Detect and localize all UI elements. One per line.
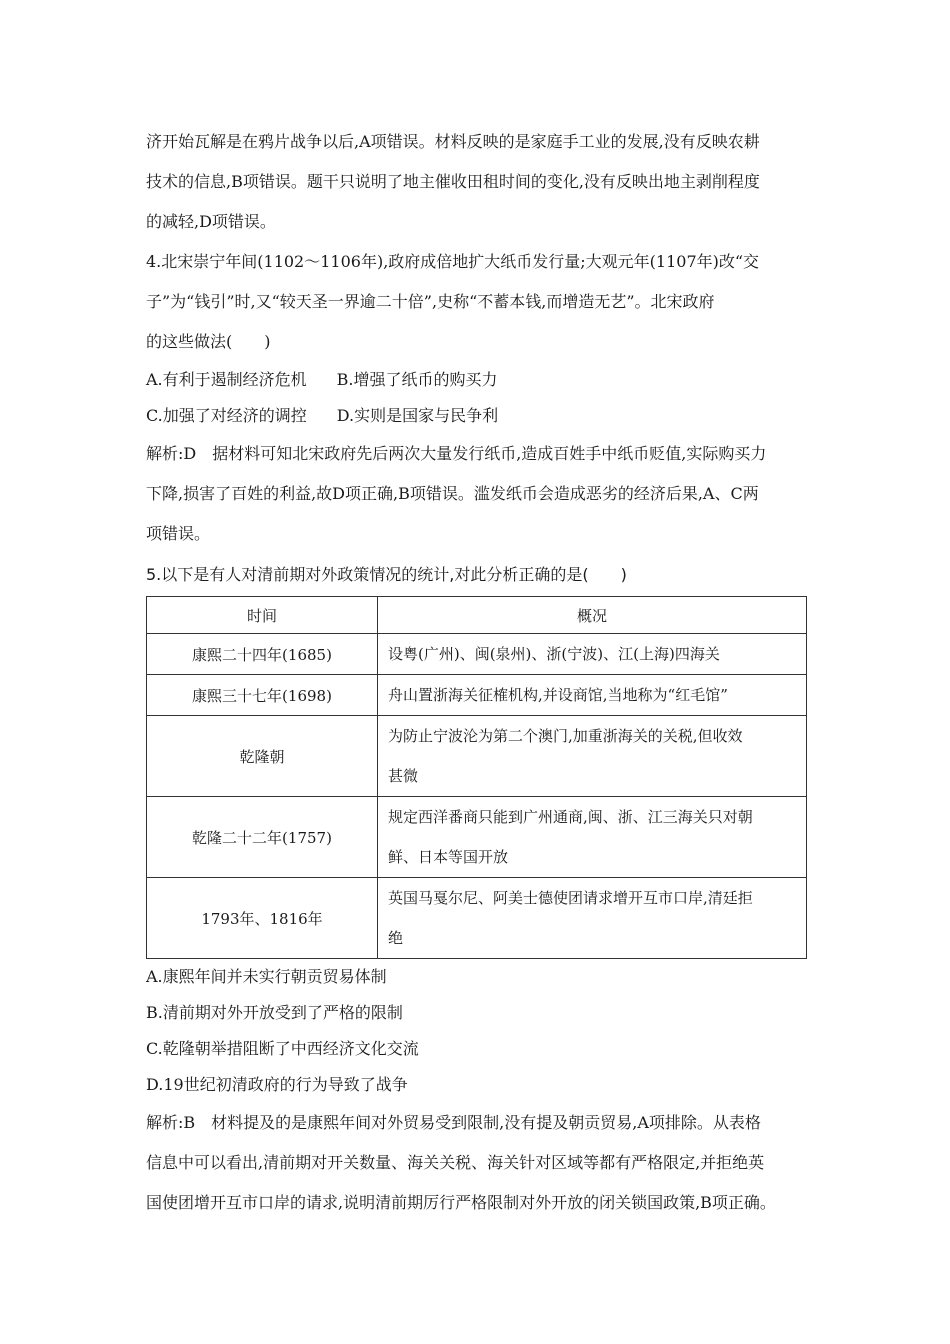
q4-option-c: C.加强了对经济的调控 xyxy=(146,406,307,425)
desc-line: 甚微 xyxy=(388,767,419,785)
q4-stem-line: 4.北宋崇宁年间(1102～1106年),政府成倍地扩大纸币发行量;大观元年(1107年)改“交 xyxy=(146,252,760,271)
table-row xyxy=(147,675,807,716)
text-line: 济开始瓦解是在鸦片战争以后,A项错误。材料反映的是家庭手工业的发展,没有反映农耕 xyxy=(146,132,760,151)
q4-analysis-line: 解析:D 据材料可知北宋政府先后两次大量发行纸币,造成百姓手中纸币贬值,实际购买力 xyxy=(146,444,767,463)
desc-line: 绝 xyxy=(388,929,404,947)
q5-stem: 5.以下是有人对清前期对外政策情况的统计,对此分析正确的是( ) xyxy=(146,565,627,584)
q5-option-c: C.乾隆朝举措阻断了中西经济文化交流 xyxy=(146,1039,419,1058)
table-header-time: 时间 xyxy=(147,597,378,634)
desc-line: 英国马戛尔尼、阿美士德使团请求增开互市口岸,清廷拒 xyxy=(388,889,753,907)
table-cell-time: 1793年、1816年 xyxy=(147,878,378,959)
table-row xyxy=(147,716,807,797)
desc-line: 舟山置浙海关征榷机构,并设商馆,当地称为“红毛馆” xyxy=(388,686,728,704)
q5-option-a: A.康熙年间并未实行朝贡贸易体制 xyxy=(146,967,387,986)
desc-line: 鲜、日本等国开放 xyxy=(388,848,509,866)
q5-option-d: D.19世纪初清政府的行为导致了战争 xyxy=(146,1075,408,1094)
document-page xyxy=(146,122,816,1223)
desc-line: 为防止宁波沦为第二个澳门,加重浙海关的关税,但收效 xyxy=(388,727,743,745)
table-cell-time: 乾隆二十二年(1757) xyxy=(147,797,378,878)
q4-options-row xyxy=(146,362,816,398)
table-header-desc: 概况 xyxy=(378,597,807,634)
q4-options-row xyxy=(146,398,816,434)
q4-option-d: D.实则是国家与民争利 xyxy=(336,406,499,425)
q4-analysis-line: 项错误。 xyxy=(146,524,211,543)
table-header-row xyxy=(147,597,807,634)
table-row xyxy=(147,634,807,675)
q4-analysis-line: 下降,损害了百姓的利益,故D项正确,B项错误。滥发纸币会造成恶劣的经济后果,A、C两 xyxy=(146,484,759,503)
text-line: 技术的信息,B项错误。题干只说明了地主催收田租时间的变化,没有反映出地主剥削程度 xyxy=(146,172,760,191)
table-cell-desc xyxy=(378,797,807,878)
q4-stem-line: 的这些做法( ) xyxy=(146,332,271,351)
desc-line: 设粤(广州)、闽(泉州)、浙(宁波)、江(上海)四海关 xyxy=(388,645,720,663)
q5-analysis-line: 国使团增开互市口岸的请求,说明清前期厉行严格限制对外开放的闭关锁国政策,B项正确。 xyxy=(146,1193,776,1212)
table-cell-time: 康熙二十四年(1685) xyxy=(147,634,378,675)
table-row xyxy=(147,797,807,878)
q5-option-b: B.清前期对外开放受到了严格的限制 xyxy=(146,1003,403,1022)
desc-line: 规定西洋番商只能到广州通商,闽、浙、江三海关只对朝 xyxy=(388,808,753,826)
table-cell-time: 康熙三十七年(1698) xyxy=(147,675,378,716)
table-cell-time: 乾隆朝 xyxy=(147,716,378,797)
q5-analysis-line: 解析:B 材料提及的是康熙年间对外贸易受到限制,没有提及朝贡贸易,A项排除。从表格 xyxy=(146,1113,761,1132)
policy-table xyxy=(146,596,807,959)
q4-option-a: A.有利于遏制经济危机 xyxy=(146,370,307,389)
q4-stem-line: 子”为“钱引”时,又“较天圣一界逾二十倍”,史称“不蓄本钱,而增造无艺”。北宋政府 xyxy=(146,292,715,311)
q4-option-b: B.增强了纸币的购买力 xyxy=(336,370,498,389)
table-cell-desc xyxy=(378,878,807,959)
table-cell-desc xyxy=(378,634,807,675)
text-line: 的减轻,D项错误。 xyxy=(146,212,276,231)
table-row xyxy=(147,878,807,959)
q5-analysis-line: 信息中可以看出,清前期对开关数量、海关关税、海关针对区域等都有严格限定,并拒绝英 xyxy=(146,1153,765,1172)
table-cell-desc xyxy=(378,716,807,797)
table-cell-desc xyxy=(378,675,807,716)
